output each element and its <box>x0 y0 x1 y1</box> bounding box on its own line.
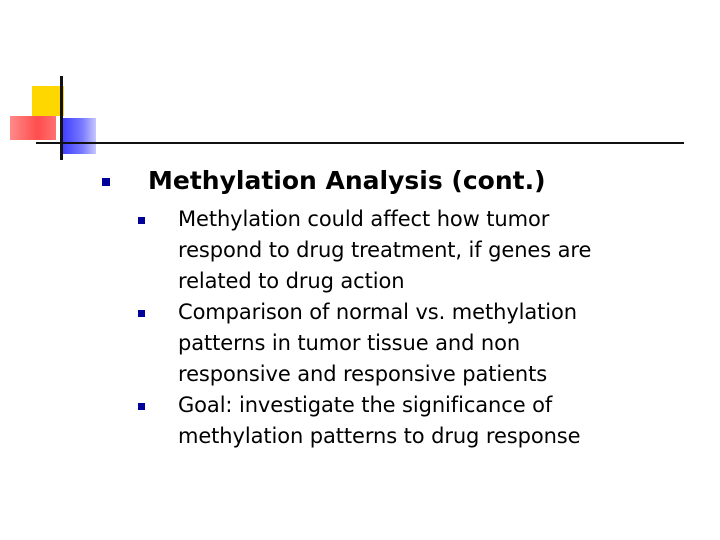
list-item-line: related to drug action <box>178 269 405 293</box>
square-bullet-icon <box>102 178 110 186</box>
list-item-line: Methylation could affect how tumor <box>178 207 550 231</box>
list-item <box>138 390 698 452</box>
blue-square-shape <box>62 118 96 154</box>
slide-title: Methylation Analysis (cont.) <box>148 166 546 195</box>
square-bullet-icon <box>138 310 145 317</box>
bullet-list <box>138 204 698 452</box>
vertical-divider-line <box>60 76 63 160</box>
square-bullet-icon <box>138 403 145 410</box>
red-square-shape <box>10 116 56 140</box>
list-item-line: respond to drug treatment, if genes are <box>178 238 592 262</box>
list-item-line: responsive and responsive patients <box>178 362 548 386</box>
decorative-logo <box>0 0 110 170</box>
horizontal-divider-line <box>36 142 684 144</box>
list-item <box>138 297 698 390</box>
list-item-line: Comparison of normal vs. methylation <box>178 300 577 324</box>
square-bullet-icon <box>138 217 145 224</box>
list-item-line: methylation patterns to drug response <box>178 424 581 448</box>
heading-row <box>100 162 700 202</box>
list-item-line: patterns in tumor tissue and non <box>178 331 521 355</box>
list-item <box>138 204 698 297</box>
list-item-line: Goal: investigate the significance of <box>178 393 553 417</box>
